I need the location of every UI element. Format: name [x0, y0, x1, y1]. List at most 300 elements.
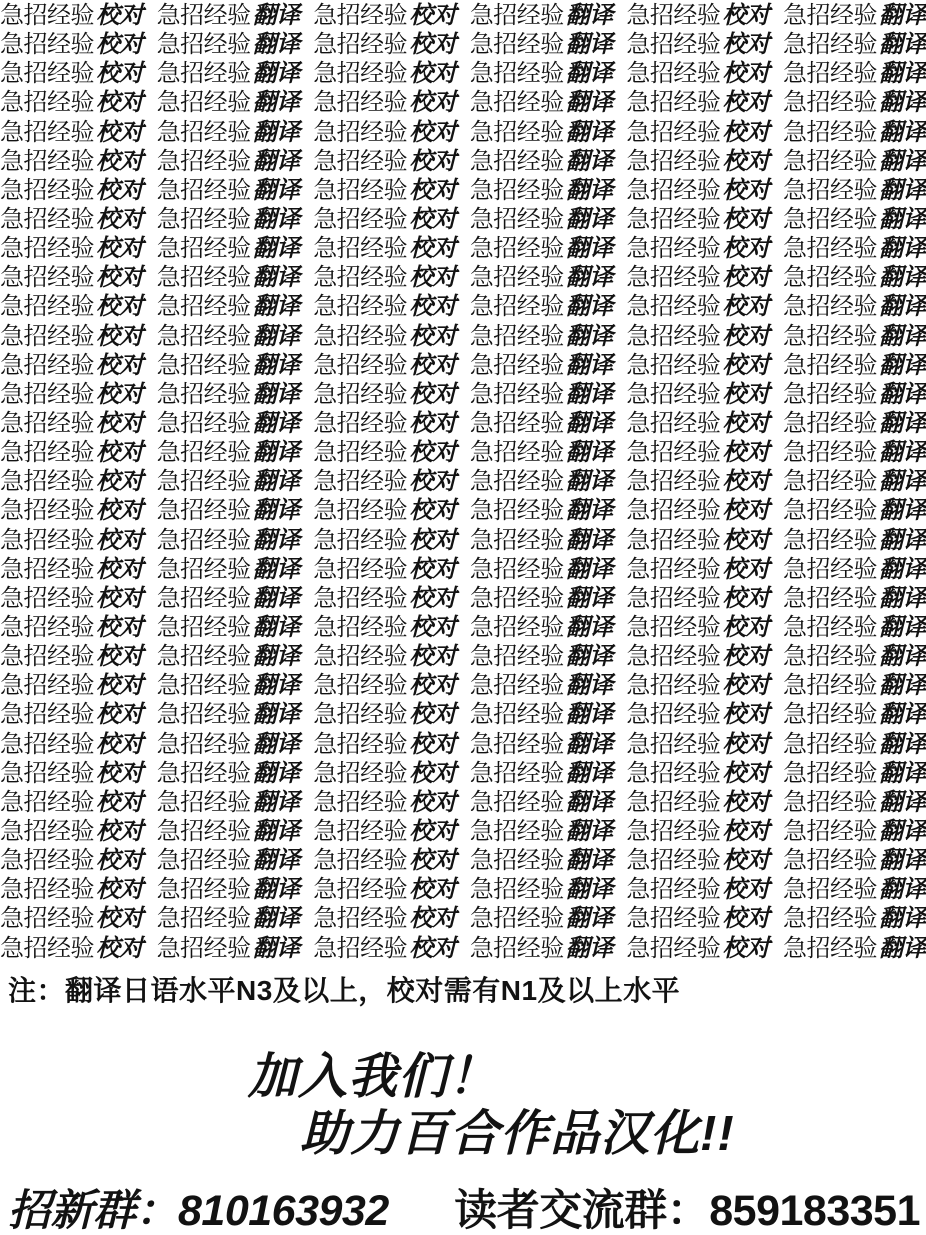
- recruit-unit-prefix: 急招经验: [156, 788, 251, 816]
- recruit-unit: [157, 118, 300, 147]
- recruit-unit: [783, 700, 926, 729]
- recruit-unit-role: 翻译: [878, 876, 926, 904]
- recruit-unit: [470, 118, 613, 147]
- recruit-unit-prefix: 急招经验: [782, 409, 877, 437]
- recruit-unit: [626, 788, 769, 817]
- recruit-group-label: 招新群：: [8, 1187, 178, 1235]
- recruit-unit-role: 翻译: [252, 584, 300, 612]
- recruit-unit-role: 校对: [96, 555, 143, 583]
- recruit-unit: [313, 875, 456, 904]
- recruit-unit-prefix: 急招经验: [313, 468, 408, 496]
- recruit-wall-row: [0, 438, 926, 467]
- recruit-unit-prefix: 急招经验: [469, 351, 564, 379]
- recruit-unit: [313, 1, 456, 30]
- recruit-unit: [0, 118, 143, 147]
- recruit-unit: [783, 555, 926, 584]
- recruit-unit-role: 校对: [722, 759, 770, 787]
- recruit-unit-prefix: 急招经验: [626, 205, 721, 233]
- recruit-unit-role: 校对: [409, 264, 457, 292]
- recruit-unit: [783, 118, 926, 147]
- recruit-unit: [313, 234, 456, 263]
- recruit-unit: [157, 846, 300, 875]
- recruit-unit: [626, 555, 769, 584]
- recruit-unit: [313, 147, 456, 176]
- recruit-wall-row: [0, 613, 926, 642]
- recruit-unit-role: 校对: [96, 147, 143, 175]
- recruit-unit: [157, 30, 300, 59]
- recruit-unit-prefix: 急招经验: [0, 526, 94, 554]
- recruit-wall-row: [0, 730, 926, 759]
- recruit-unit: [626, 584, 769, 613]
- recruit-unit: [626, 380, 769, 409]
- recruit-unit-prefix: 急招经验: [0, 613, 94, 641]
- recruit-unit-role: 校对: [409, 380, 457, 408]
- recruit-unit: [783, 205, 926, 234]
- recruit-unit-prefix: 急招经验: [156, 205, 251, 233]
- recruit-unit: [626, 409, 769, 438]
- recruit-unit: [470, 292, 613, 321]
- recruit-unit-prefix: 急招经验: [156, 60, 251, 88]
- recruit-unit-role: 校对: [409, 60, 457, 88]
- recruit-wall-row: [0, 700, 926, 729]
- recruit-unit-prefix: 急招经验: [0, 468, 94, 496]
- recruit-unit: [157, 759, 300, 788]
- recruit-unit-role: 翻译: [878, 176, 926, 204]
- recruit-unit-prefix: 急招经验: [313, 643, 408, 671]
- recruit-unit-prefix: 急招经验: [469, 235, 564, 263]
- recruit-unit-prefix: 急招经验: [626, 817, 721, 845]
- recruit-unit-prefix: 急招经验: [469, 584, 564, 612]
- recruit-unit-prefix: 急招经验: [0, 31, 94, 59]
- recruit-unit-role: 翻译: [565, 497, 613, 525]
- recruit-unit-role: 翻译: [878, 613, 926, 641]
- recruit-unit-role: 校对: [96, 817, 143, 845]
- recruit-unit-prefix: 急招经验: [0, 351, 94, 379]
- recruit-unit: [470, 88, 613, 117]
- recruit-unit: [783, 263, 926, 292]
- recruit-unit-role: 校对: [96, 526, 143, 554]
- recruit-unit: [0, 1, 143, 30]
- recruit-unit-role: 校对: [96, 847, 143, 875]
- recruit-unit-role: 校对: [409, 235, 457, 263]
- recruit-unit-prefix: 急招经验: [469, 613, 564, 641]
- recruit-unit-role: 翻译: [565, 31, 613, 59]
- recruit-unit-role: 翻译: [565, 176, 613, 204]
- recruit-unit-prefix: 急招经验: [0, 788, 94, 816]
- recruit-unit-role: 校对: [96, 701, 143, 729]
- recruit-unit: [157, 88, 300, 117]
- recruit-unit-prefix: 急招经验: [156, 2, 251, 29]
- recruit-unit: [313, 438, 456, 467]
- recruit-unit-prefix: 急招经验: [0, 701, 94, 729]
- recruit-unit-prefix: 急招经验: [156, 817, 251, 845]
- recruit-unit-prefix: 急招经验: [626, 613, 721, 641]
- recruit-unit-prefix: 急招经验: [469, 439, 564, 467]
- recruit-unit-prefix: 急招经验: [782, 847, 877, 875]
- recruit-unit-prefix: 急招经验: [469, 89, 564, 117]
- recruit-unit-role: 校对: [96, 118, 143, 146]
- recruit-unit-role: 翻译: [565, 60, 613, 88]
- recruit-unit-role: 校对: [722, 380, 770, 408]
- recruit-unit: [626, 700, 769, 729]
- recruit-unit-role: 校对: [96, 351, 143, 379]
- recruit-wall-row: [0, 584, 926, 613]
- recruit-wall-row: [0, 380, 926, 409]
- recruit-unit-prefix: 急招经验: [626, 89, 721, 117]
- recruit-unit-role: 校对: [96, 613, 143, 641]
- recruit-unit-prefix: 急招经验: [469, 31, 564, 59]
- recruit-unit-role: 翻译: [252, 817, 300, 845]
- recruit-unit: [157, 700, 300, 729]
- recruit-unit-prefix: 急招经验: [156, 380, 251, 408]
- recruit-unit: [626, 1, 769, 30]
- recruit-unit-prefix: 急招经验: [626, 235, 721, 263]
- recruit-unit: [157, 59, 300, 88]
- recruit-unit-role: 校对: [722, 293, 770, 321]
- recruit-unit-role: 校对: [722, 584, 770, 612]
- recruit-unit-role: 翻译: [565, 147, 613, 175]
- recruit-unit-prefix: 急招经验: [313, 2, 408, 29]
- recruit-unit: [313, 846, 456, 875]
- recruit-unit-role: 翻译: [252, 176, 300, 204]
- recruit-unit-role: 翻译: [565, 905, 613, 933]
- recruit-unit: [783, 88, 926, 117]
- recruit-wall-row: [0, 671, 926, 700]
- recruit-unit: [313, 30, 456, 59]
- recruit-unit-prefix: 急招经验: [782, 118, 877, 146]
- recruit-unit-prefix: 急招经验: [0, 730, 94, 758]
- recruit-unit-prefix: 急招经验: [313, 118, 408, 146]
- recruit-unit-role: 翻译: [878, 934, 926, 962]
- recruit-unit-prefix: 急招经验: [626, 759, 721, 787]
- recruit-unit-role: 校对: [722, 2, 770, 29]
- recruit-unit-prefix: 急招经验: [156, 89, 251, 117]
- recruit-unit-role: 校对: [409, 439, 457, 467]
- recruit-unit-role: 翻译: [252, 934, 300, 962]
- recruit-unit-role: 翻译: [878, 322, 926, 350]
- recruit-unit-prefix: 急招经验: [469, 293, 564, 321]
- recruit-unit-prefix: 急招经验: [626, 672, 721, 700]
- recruit-unit-role: 校对: [96, 468, 143, 496]
- recruit-unit-role: 校对: [409, 89, 457, 117]
- recruit-unit: [626, 30, 769, 59]
- recruit-unit: [157, 438, 300, 467]
- recruit-unit-prefix: 急招经验: [156, 613, 251, 641]
- recruit-wall-row: [0, 409, 926, 438]
- recruit-unit: [783, 496, 926, 525]
- recruit-unit: [470, 263, 613, 292]
- recruit-unit-prefix: 急招经验: [469, 759, 564, 787]
- recruit-unit: [157, 176, 300, 205]
- recruit-unit-role: 翻译: [878, 2, 926, 29]
- recruit-unit-role: 校对: [96, 730, 143, 758]
- recruit-unit-role: 校对: [722, 847, 770, 875]
- recruit-unit-role: 翻译: [878, 701, 926, 729]
- recruit-unit: [626, 613, 769, 642]
- recruit-unit: [783, 526, 926, 555]
- recruit-unit: [157, 147, 300, 176]
- recruit-unit-role: 翻译: [252, 730, 300, 758]
- recruit-unit-role: 翻译: [878, 905, 926, 933]
- recruit-unit-prefix: 急招经验: [313, 672, 408, 700]
- recruit-unit-prefix: 急招经验: [156, 439, 251, 467]
- recruit-unit-role: 翻译: [252, 468, 300, 496]
- recruit-unit-prefix: 急招经验: [469, 847, 564, 875]
- reader-group-number: 859183351: [709, 1187, 920, 1235]
- recruit-unit-role: 校对: [409, 701, 457, 729]
- recruit-unit-role: 校对: [722, 176, 770, 204]
- recruit-unit: [470, 555, 613, 584]
- recruit-unit: [157, 380, 300, 409]
- recruit-unit: [157, 671, 300, 700]
- recruit-unit-prefix: 急招经验: [626, 730, 721, 758]
- recruit-unit-role: 校对: [96, 409, 143, 437]
- recruit-unit-prefix: 急招经验: [0, 905, 94, 933]
- recruit-unit-role: 翻译: [252, 555, 300, 583]
- recruit-unit-role: 翻译: [252, 643, 300, 671]
- recruit-wall-row: [0, 467, 926, 496]
- recruit-unit: [783, 234, 926, 263]
- recruit-unit-prefix: 急招经验: [782, 235, 877, 263]
- recruit-unit-prefix: 急招经验: [782, 439, 877, 467]
- recruit-unit-role: 校对: [409, 613, 457, 641]
- recruit-unit: [470, 875, 613, 904]
- recruit-unit: [157, 1, 300, 30]
- recruit-unit-prefix: 急招经验: [156, 176, 251, 204]
- recruit-unit: [470, 613, 613, 642]
- recruit-unit: [626, 351, 769, 380]
- recruit-unit: [783, 671, 926, 700]
- recruit-unit-prefix: 急招经验: [469, 817, 564, 845]
- recruit-unit: [626, 817, 769, 846]
- recruit-unit-role: 校对: [409, 643, 457, 671]
- recruit-unit-prefix: 急招经验: [0, 555, 94, 583]
- cta-join-us-line: 加入我们！: [248, 1050, 499, 1104]
- recruit-unit-role: 校对: [722, 468, 770, 496]
- recruit-wall-row: [0, 642, 926, 671]
- recruit-unit: [626, 176, 769, 205]
- recruit-unit-role: 校对: [722, 60, 770, 88]
- recruit-unit-role: 校对: [96, 643, 143, 671]
- recruit-unit-role: 校对: [409, 934, 457, 962]
- recruit-unit-role: 翻译: [878, 759, 926, 787]
- recruit-unit-role: 翻译: [878, 293, 926, 321]
- recruit-unit: [157, 409, 300, 438]
- recruit-unit-role: 校对: [96, 205, 143, 233]
- recruit-unit-role: 校对: [409, 205, 457, 233]
- recruit-unit: [0, 30, 143, 59]
- recruit-unit-role: 校对: [409, 293, 457, 321]
- recruit-unit-prefix: 急招经验: [782, 380, 877, 408]
- recruit-unit-prefix: 急招经验: [313, 876, 408, 904]
- recruit-unit-prefix: 急招经验: [782, 31, 877, 59]
- recruit-unit: [0, 438, 143, 467]
- recruit-unit-prefix: 急招经验: [0, 118, 94, 146]
- recruit-unit-role: 翻译: [878, 264, 926, 292]
- recruit-unit: [783, 934, 926, 963]
- recruit-wall-row: [0, 555, 926, 584]
- recruit-unit-role: 翻译: [878, 439, 926, 467]
- recruit-unit: [157, 263, 300, 292]
- recruit-unit-role: 翻译: [252, 293, 300, 321]
- recruit-unit-prefix: 急招经验: [156, 351, 251, 379]
- recruit-unit-role: 翻译: [878, 643, 926, 671]
- recruit-wall-row: [0, 263, 926, 292]
- recruit-unit-prefix: 急招经验: [782, 2, 877, 29]
- recruit-unit-role: 翻译: [565, 672, 613, 700]
- recruit-unit: [783, 380, 926, 409]
- recruit-unit-prefix: 急招经验: [782, 555, 877, 583]
- recruit-wall-row: [0, 759, 926, 788]
- recruit-unit-role: 翻译: [878, 817, 926, 845]
- recruit-unit: [470, 788, 613, 817]
- recruit-unit: [470, 904, 613, 933]
- recruit-unit-prefix: 急招经验: [469, 322, 564, 350]
- recruit-unit: [313, 555, 456, 584]
- recruit-unit-role: 翻译: [565, 351, 613, 379]
- recruit-unit: [470, 409, 613, 438]
- recruit-unit-prefix: 急招经验: [626, 701, 721, 729]
- recruit-unit-role: 校对: [409, 672, 457, 700]
- recruit-unit-role: 翻译: [878, 31, 926, 59]
- recruit-unit: [783, 730, 926, 759]
- recruit-unit: [0, 467, 143, 496]
- recruit-wall-row: [0, 234, 926, 263]
- recruit-unit-prefix: 急招经验: [626, 293, 721, 321]
- recruit-unit-prefix: 急招经验: [626, 847, 721, 875]
- recruit-unit-role: 校对: [409, 584, 457, 612]
- recruit-unit-prefix: 急招经验: [313, 205, 408, 233]
- recruit-unit-role: 翻译: [878, 147, 926, 175]
- recruit-unit-prefix: 急招经验: [0, 322, 94, 350]
- recruit-unit: [313, 671, 456, 700]
- recruit-unit-role: 翻译: [565, 817, 613, 845]
- recruit-unit-role: 翻译: [565, 613, 613, 641]
- recruit-unit-role: 翻译: [252, 672, 300, 700]
- recruit-unit-prefix: 急招经验: [626, 497, 721, 525]
- recruit-unit: [0, 788, 143, 817]
- recruit-unit-role: 校对: [409, 31, 457, 59]
- recruit-unit-role: 校对: [722, 643, 770, 671]
- recruit-unit-role: 翻译: [878, 409, 926, 437]
- recruit-unit-prefix: 急招经验: [156, 235, 251, 263]
- recruit-unit-role: 校对: [409, 118, 457, 146]
- recruit-unit: [783, 30, 926, 59]
- recruit-unit: [157, 496, 300, 525]
- recruit-unit: [626, 59, 769, 88]
- recruit-unit-prefix: 急招经验: [156, 31, 251, 59]
- recruit-unit-prefix: 急招经验: [626, 905, 721, 933]
- recruit-unit-prefix: 急招经验: [0, 147, 94, 175]
- recruit-unit-role: 校对: [722, 876, 770, 904]
- recruit-unit-role: 翻译: [252, 322, 300, 350]
- recruit-unit-prefix: 急招经验: [313, 322, 408, 350]
- recruit-unit-role: 校对: [409, 788, 457, 816]
- recruit-unit-prefix: 急招经验: [469, 876, 564, 904]
- recruit-unit-prefix: 急招经验: [626, 264, 721, 292]
- recruit-unit-role: 校对: [722, 555, 770, 583]
- recruit-unit-role: 校对: [409, 468, 457, 496]
- recruit-unit-prefix: 急招经验: [782, 264, 877, 292]
- recruit-unit-role: 翻译: [565, 205, 613, 233]
- recruit-wall-row: [0, 846, 926, 875]
- recruit-unit-role: 翻译: [252, 847, 300, 875]
- recruit-unit-prefix: 急招经验: [156, 876, 251, 904]
- recruit-unit-prefix: 急招经验: [469, 905, 564, 933]
- recruit-unit: [626, 934, 769, 963]
- recruit-unit: [0, 147, 143, 176]
- recruit-unit-prefix: 急招经验: [313, 701, 408, 729]
- recruit-unit-role: 校对: [409, 817, 457, 845]
- recruit-unit: [313, 88, 456, 117]
- recruit-unit-role: 翻译: [252, 701, 300, 729]
- recruit-unit-prefix: 急招经验: [156, 643, 251, 671]
- recruit-unit: [313, 409, 456, 438]
- recruit-unit: [0, 613, 143, 642]
- recruit-unit-prefix: 急招经验: [626, 468, 721, 496]
- recruit-unit: [470, 817, 613, 846]
- recruit-unit-prefix: 急招经验: [0, 264, 94, 292]
- recruit-unit: [0, 59, 143, 88]
- recruit-unit-role: 校对: [722, 322, 770, 350]
- recruit-unit: [470, 700, 613, 729]
- recruit-unit: [470, 584, 613, 613]
- recruit-unit: [157, 234, 300, 263]
- recruit-unit: [313, 526, 456, 555]
- recruit-unit: [626, 263, 769, 292]
- recruit-unit-prefix: 急招经验: [782, 60, 877, 88]
- recruit-unit: [783, 409, 926, 438]
- recruit-unit-role: 校对: [409, 847, 457, 875]
- recruit-unit-role: 校对: [722, 672, 770, 700]
- recruit-unit-role: 校对: [722, 89, 770, 117]
- recruit-unit-prefix: 急招经验: [782, 351, 877, 379]
- recruit-unit-prefix: 急招经验: [0, 205, 94, 233]
- recruit-unit-prefix: 急招经验: [156, 293, 251, 321]
- recruit-unit: [157, 205, 300, 234]
- recruit-unit: [626, 88, 769, 117]
- recruit-unit-role: 翻译: [565, 118, 613, 146]
- recruit-unit-role: 校对: [96, 788, 143, 816]
- recruit-unit-role: 校对: [96, 876, 143, 904]
- recruit-unit-prefix: 急招经验: [0, 439, 94, 467]
- recruit-unit-role: 翻译: [252, 205, 300, 233]
- recruit-unit-prefix: 急招经验: [782, 526, 877, 554]
- recruit-unit-prefix: 急招经验: [626, 2, 721, 29]
- recruit-unit: [783, 875, 926, 904]
- recruit-unit-role: 校对: [722, 701, 770, 729]
- recruit-unit: [783, 613, 926, 642]
- recruit-unit-prefix: 急招经验: [782, 701, 877, 729]
- recruit-unit-role: 翻译: [565, 526, 613, 554]
- recruit-unit-prefix: 急招经验: [469, 526, 564, 554]
- recruit-wall-row: [0, 1, 926, 30]
- recruit-unit-prefix: 急招经验: [782, 497, 877, 525]
- recruit-wall-row: [0, 788, 926, 817]
- recruit-unit-prefix: 急招经验: [313, 759, 408, 787]
- recruit-unit: [626, 526, 769, 555]
- recruit-unit-role: 翻译: [252, 118, 300, 146]
- recruit-unit: [626, 671, 769, 700]
- recruit-unit: [0, 292, 143, 321]
- recruit-wall-row: [0, 934, 926, 963]
- recruit-unit: [157, 875, 300, 904]
- recruit-unit: [313, 118, 456, 147]
- recruit-unit-prefix: 急招经验: [0, 235, 94, 263]
- recruit-unit-role: 翻译: [878, 89, 926, 117]
- recruit-unit-prefix: 急招经验: [469, 643, 564, 671]
- recruit-unit-prefix: 急招经验: [782, 176, 877, 204]
